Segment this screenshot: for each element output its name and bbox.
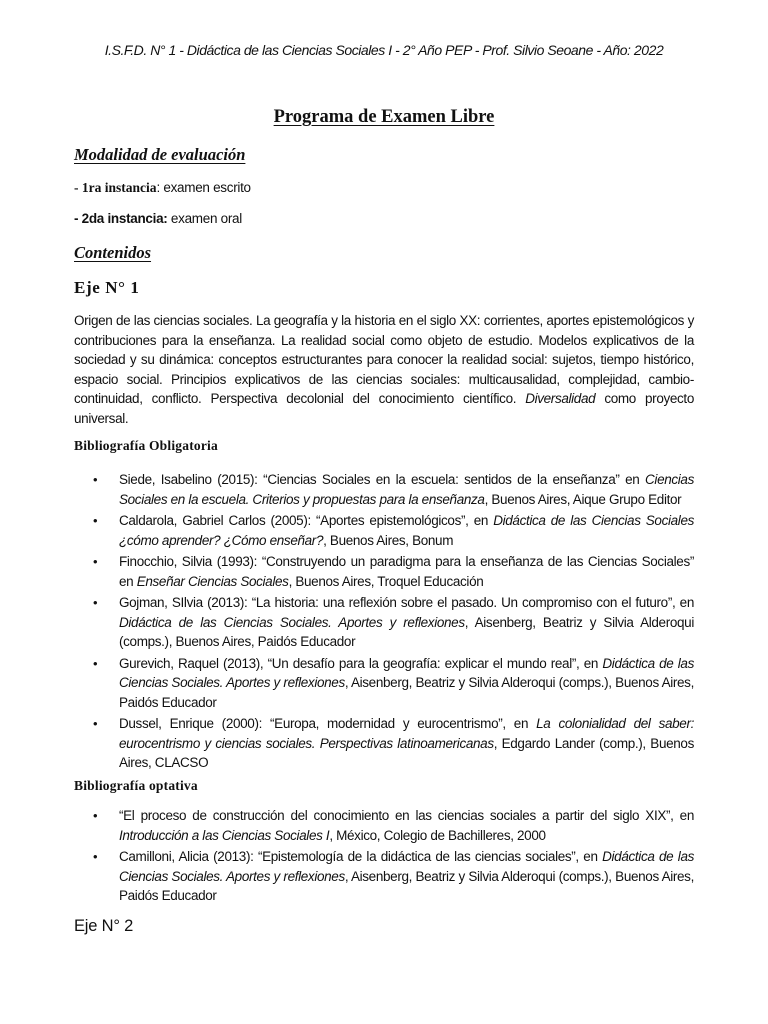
- bibliography-item: [74, 714, 694, 773]
- eje-1-paragraph-end: como proyecto universal.: [74, 391, 694, 426]
- bibliography-item: [74, 593, 694, 652]
- instancia-2-line: [74, 211, 242, 226]
- bibliography-work-title: Ciencias Sociales en la escuela. Criterios y propuestas para la enseñanza: [119, 472, 694, 507]
- eje-1-paragraph-italic: Diversalidad: [525, 391, 596, 406]
- page-header: I.S.F.D. N° 1 - Didáctica de las Ciencias Sociales I - 2° Año PEP - Prof. Silvio Seoane - Año: 2022: [104, 42, 664, 58]
- bibliography-work-title: Didáctica de las Ciencias Sociales. Aportes y reflexiones: [119, 655, 694, 690]
- eje-1-paragraph-main: Origen de las ciencias sociales. La geografía y la historia en el siglo XX: corrientes, aportes epistemológicos y contribuciones para la enseñanza. La realidad social como objeto de estudio. Modelos explicativos de la sociedad y su dinámica: conceptos estructurantes para conocer la realidad social: sujetos, tiempo histórico, espacio social. Principios explicativos de las ciencias sociales: multicausalidad, complejidad, cambio-continuidad, conflicto. Perspectiva decolonial del conocimiento científico.: [74, 313, 694, 406]
- instancia-1-value: : examen escrito: [156, 180, 251, 195]
- bibliography-work-title: Didáctica de las Ciencias Sociales. Aportes y reflexiones: [119, 614, 465, 630]
- bibliografia-obligatoria-list: [74, 470, 694, 775]
- bibliography-publisher: , Aisenberg, Beatriz y Silvia Alderoqui (comps.), Buenos Aires, Paidós Educador: [119, 614, 694, 649]
- bibliography-item: [74, 511, 694, 550]
- bibliography-item: [74, 847, 694, 906]
- bibliography-text: Dussel, Enrique (2000): “Europa, modernidad y eurocentrismo”, en: [119, 716, 537, 731]
- eje-1-heading: Eje N° 1: [74, 278, 140, 297]
- bibliography-work-title: Didáctica de las Ciencias Sociales ¿cómo aprender? ¿Cómo enseñar?: [119, 513, 694, 548]
- modalidad-heading: Modalidad de evaluación: [74, 145, 246, 164]
- bullet-icon: •: [93, 716, 98, 731]
- bullet-icon: •: [93, 849, 98, 864]
- bibliography-publisher: , Buenos Aires, Aique Grupo Editor: [484, 491, 682, 507]
- bibliografia-obligatoria-heading: Bibliografía Obligatoria: [74, 438, 218, 453]
- bibliography-text: “El proceso de construcción del conocimiento en las ciencias sociales a partir del siglo XIX”, en: [119, 808, 694, 823]
- bullet-icon: •: [93, 595, 98, 610]
- bibliography-text: Gojman, SIlvia (2013): “La historia: una reflexión sobre el pasado. Un compromiso con el futuro”, en: [119, 595, 694, 610]
- bibliography-publisher: , Buenos Aires, Troquel Educación: [288, 573, 484, 589]
- bullet-icon: •: [93, 554, 98, 569]
- instancia-1-label: - 1ra instancia: [74, 180, 157, 195]
- bibliography-text: Caldarola, Gabriel Carlos (2005): “Aportes epistemológicos”, en: [119, 513, 494, 528]
- bibliography-work-title: La colonialidad del saber: eurocentrismo y ciencias sociales. Perspectivas latinoamericanas: [119, 716, 694, 751]
- bibliography-text: Finocchio, Silvia (1993): “Construyendo un paradigma para la enseñanza de las Ciencias Sociales” en: [119, 554, 694, 589]
- bibliography-work-title: Introducción a las Ciencias Sociales I: [119, 827, 330, 843]
- bibliography-item: [74, 654, 694, 713]
- instancia-2-value: examen oral: [167, 211, 242, 226]
- bullet-icon: •: [93, 808, 98, 823]
- document-title: Programa de Examen Libre: [273, 107, 495, 127]
- bibliografia-optativa-list: [74, 806, 694, 908]
- bibliography-text: Camilloni, Alicia (2013): “Epistemología de la didáctica de las ciencias sociales”, en: [119, 849, 603, 864]
- bibliography-work-title: Didáctica de las Ciencias Sociales. Aportes y reflexiones: [119, 849, 695, 884]
- contenidos-heading: Contenidos: [74, 243, 152, 262]
- bibliography-publisher: , México, Colegio de Bachilleres, 2000: [329, 827, 546, 843]
- instancia-1-line: [74, 180, 251, 196]
- instancia-2-label: - 2da instancia:: [74, 211, 168, 226]
- bibliography-item: [74, 552, 694, 591]
- bibliography-publisher: , Aisenberg, Beatriz y Silvia Alderoqui (comps.), Buenos Aires, Paidós Educador: [119, 675, 694, 710]
- bullet-icon: •: [93, 472, 98, 487]
- bibliography-publisher: , Aisenberg, Beatriz y Silvia Alderoqui (comps.), Buenos Aires, Paidós Educador: [119, 868, 694, 903]
- bibliography-item: [74, 806, 694, 845]
- bibliography-text: Gurevich, Raquel (2013), “Un desafío para la geografía: explicar el mundo real”, en: [119, 655, 603, 671]
- bullet-icon: •: [93, 655, 98, 671]
- bibliography-work-title: Enseñar Ciencias Sociales: [136, 573, 289, 589]
- bibliography-publisher: , Buenos Aires, Bonum: [323, 532, 454, 548]
- bibliografia-optativa-heading: Bibliografía optativa: [74, 778, 198, 793]
- bibliography-item: [74, 470, 694, 509]
- bullet-icon: •: [93, 513, 98, 528]
- eje-2-heading: Eje N° 2: [74, 917, 134, 935]
- bibliography-text: Siede, Isabelino (2015): “Ciencias Sociales en la escuela: sentidos de la enseñanza” en: [119, 472, 646, 487]
- eje-1-paragraph: [74, 311, 694, 428]
- bibliography-publisher: , Edgardo Lander (comp.), Buenos Aires, CLACSO: [119, 735, 694, 770]
